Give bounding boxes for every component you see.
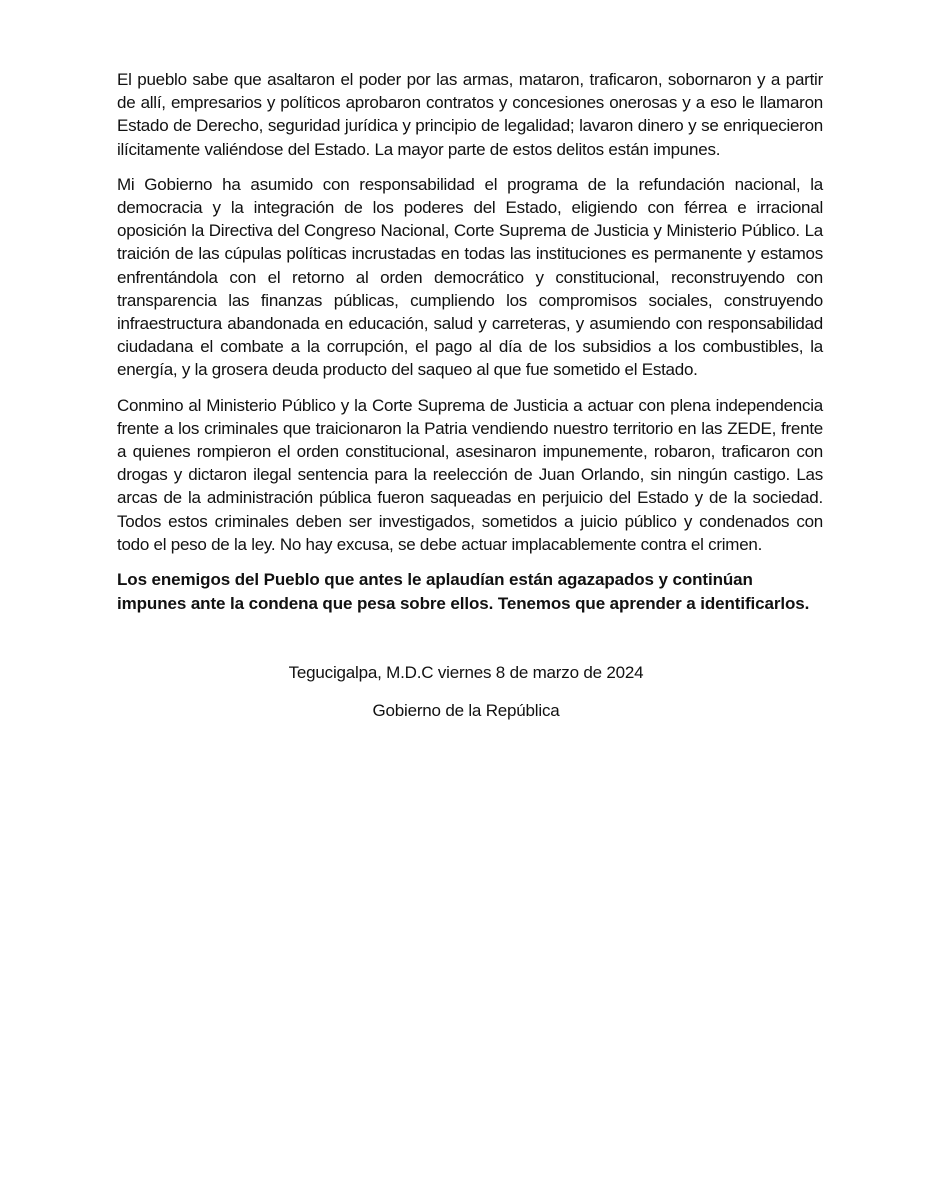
place-date: Tegucigalpa, M.D.C viernes 8 de marzo de 2024 [288, 663, 644, 682]
paragraph-3: Conmino al Ministerio Público y la Corte Suprema de Justicia a actuar con plena independencia frente a los criminales que traicionaron la Patria vendiendo nuestro territorio en las ZEDE, frente a quienes rompieron el orden constitucional, asesinaron impunemente, robaron, traficaron con drogas y dictaron ilegal sentencia para la reelección de Juan Orlando, sin ningún castigo. Las arcas de la administración pública fueron saqueadas en perjuicio del Estado y de la sociedad. Todos estos criminales deben ser investigados, sometidos a juicio público y condenados con todo el peso de la ley. No hay excusa, se debe actuar implacablemente contra el crimen. [117, 395, 823, 554]
paragraph-2: Mi Gobierno ha asumido con responsabilidad el programa de la refundación nacional, la democracia y la integración de los poderes del Estado, eligiendo con férrea e irracional oposición la Directiva del Congreso Nacional, Corte Suprema de Justicia y Ministerio Público. La traición de las cúpulas políticas incrustadas en todas las instituciones es permanente y estamos enfrentándola con el retorno al orden democrático y constitucional, reconstruyendo con transparencia las finanzas públicas, cumpliendo los compromisos sociales, construyendo infraestructura abandonada en educación, salud y carreteras, y asumiendo con responsabilidad ciudadana el combate a la corrupción, el pago al día de los subsidios a los combustibles, la energía, y la grosera deuda producto del saqueo al que fue sometido el Estado. [117, 174, 823, 380]
paragraph-1: El pueblo sabe que asaltaron el poder por las armas, mataron, traficaron, sobornaron y a partir de allí, empresarios y políticos aprobaron contratos y concesiones onerosas y a eso le llamaron Estado de Derecho, seguridad jurídica y principio de legalidad; lavaron dinero y se enriquecieron ilícitamente valiéndose del Estado. La mayor parte de estos delitos están impunes. [117, 70, 823, 159]
document-body [117, 68, 823, 628]
signature-line: Gobierno de la República [372, 701, 560, 720]
bold-statement: Los enemigos del Pueblo que antes le aplaudían están agazapados y continúan impunes ante la condena que pesa sobre ellos. Tenemos que aprender a identificarlos. [117, 570, 810, 614]
